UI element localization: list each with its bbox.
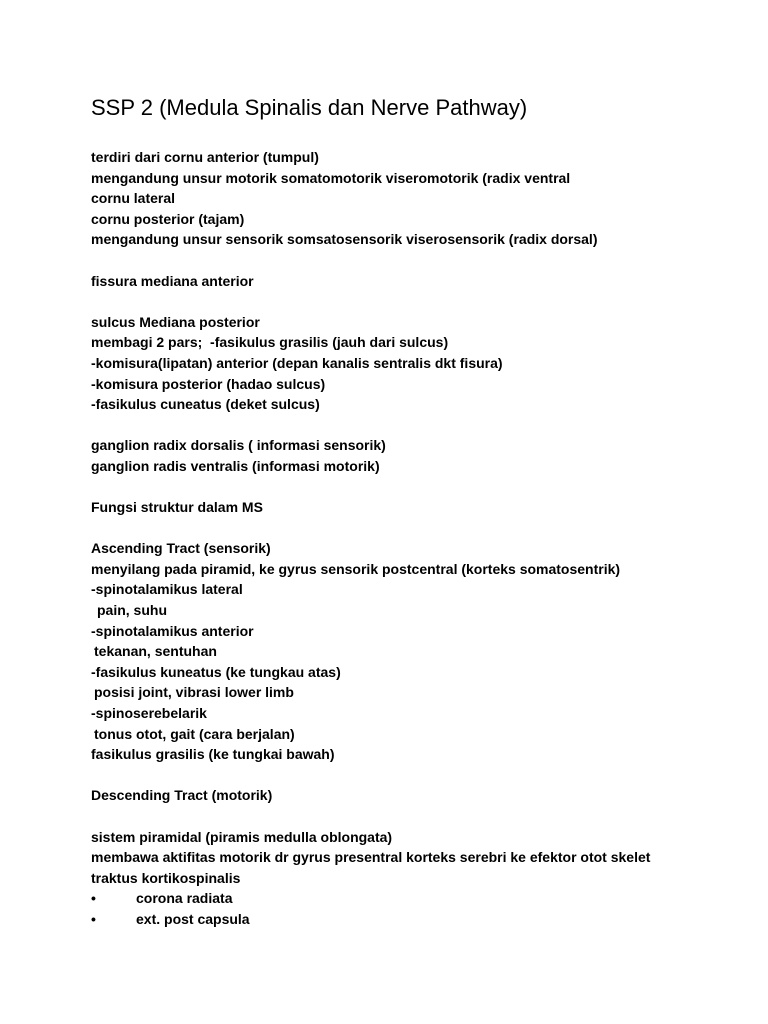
bullet-item xyxy=(91,909,751,930)
text-line: cornu lateral xyxy=(91,190,176,207)
text-line: pain, suhu xyxy=(97,602,167,619)
text-line: -spinoserebelarik xyxy=(91,705,207,722)
bullet-item xyxy=(91,888,751,909)
section-heading: Fungsi struktur dalam MS xyxy=(91,499,263,516)
blank-line xyxy=(91,415,751,436)
blank-line xyxy=(91,765,751,786)
section-heading: Ascending Tract (sensorik) xyxy=(91,540,271,557)
blank-line xyxy=(91,518,751,539)
bullet-text: ext. post capsula xyxy=(136,910,250,927)
text-line: ganglion radix dorsalis ( informasi sensorik) xyxy=(91,437,386,454)
section-heading: Descending Tract (motorik) xyxy=(91,787,273,804)
blank-line xyxy=(91,806,751,827)
text-line: membagi 2 pars; -fasikulus grasilis (jauh dari sulcus) xyxy=(91,334,449,351)
text-line: -spinotalamikus anterior xyxy=(91,622,254,639)
bullet-text: corona radiata xyxy=(136,890,233,907)
text-line: tonus otot, gait (cara berjalan) xyxy=(94,725,295,742)
text-line: mengandung unsur sensorik somsatosensorik viserosensorik (radix dorsal) xyxy=(91,231,598,248)
blank-line xyxy=(91,477,751,498)
text-line: mengandung unsur motorik somatomotorik viseromotorik (radix ventral xyxy=(91,169,571,186)
text-line: posisi joint, vibrasi lower limb xyxy=(94,684,294,701)
text-line: -fasikulus kuneatus (ke tungkau atas) xyxy=(91,663,341,680)
text-line: fasikulus grasilis (ke tungkai bawah) xyxy=(91,746,335,763)
bullet-icon: • xyxy=(91,890,96,907)
text-line: sulcus Mediana posterior xyxy=(91,313,260,330)
text-line: -komisura posterior (hadao sulcus) xyxy=(91,375,326,392)
text-line: cornu posterior (tajam) xyxy=(91,210,245,227)
text-line: traktus kortikospinalis xyxy=(91,869,241,886)
blank-line xyxy=(91,291,751,312)
text-line: fissura mediana anterior xyxy=(91,272,254,289)
text-line: sistem piramidal (piramis medulla oblongata) xyxy=(91,828,393,845)
bullet-icon: • xyxy=(91,910,96,927)
text-line: -spinotalamikus lateral xyxy=(91,581,243,598)
text-line: ganglion radis ventralis (informasi motorik) xyxy=(91,457,380,474)
text-line: -fasikulus cuneatus (deket sulcus) xyxy=(91,396,320,413)
document-body xyxy=(91,147,751,930)
blank-line xyxy=(91,250,751,271)
text-line: menyilang pada piramid, ke gyrus sensorik postcentral (korteks somatosentrik) xyxy=(91,560,621,577)
text-line: -komisura(lipatan) anterior (depan kanalis sentralis dkt fisura) xyxy=(91,354,503,371)
document-title: SSP 2 (Medula Spinalis dan Nerve Pathway) xyxy=(91,95,528,120)
text-line: tekanan, sentuhan xyxy=(94,643,217,660)
text-line: membawa aktifitas motorik dr gyrus presentral korteks serebri ke efektor otot skelet xyxy=(91,849,651,866)
text-line: terdiri dari cornu anterior (tumpul) xyxy=(91,149,319,165)
